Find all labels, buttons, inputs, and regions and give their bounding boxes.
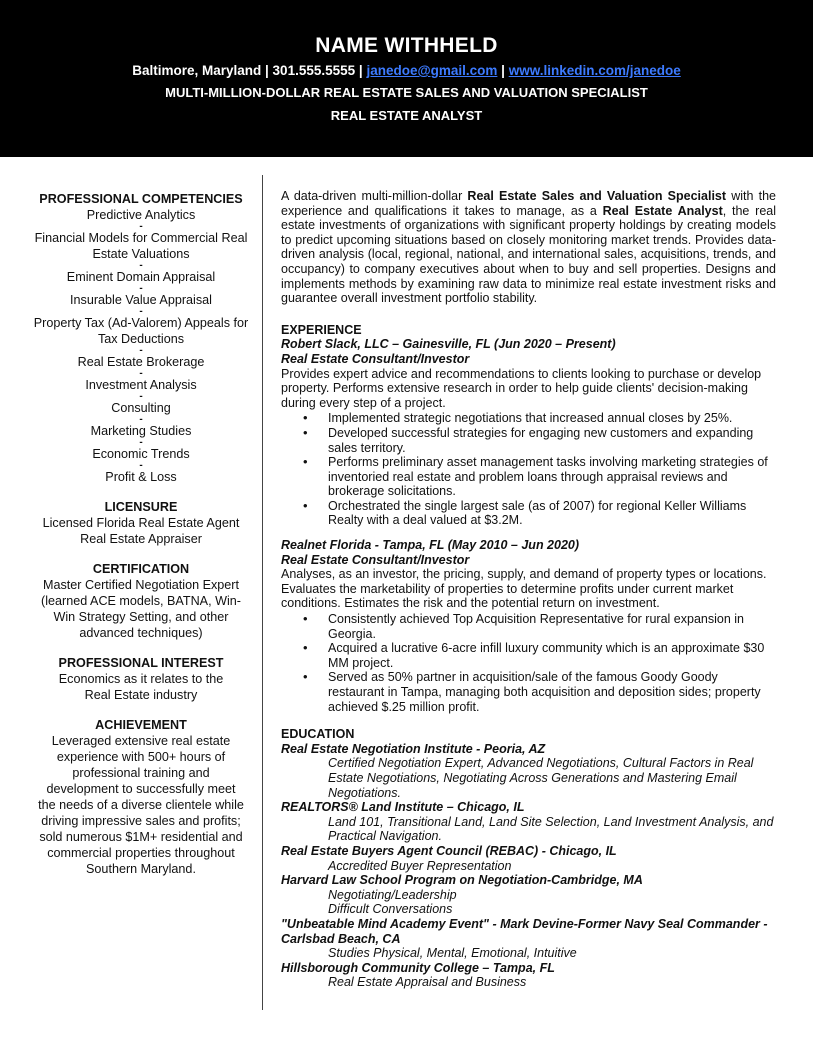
competency-separator: - (139, 260, 143, 271)
achievement-bullet: • Orchestrated the single largest sale (as of 2007) for regional Keller Williams Realty with a deal valued at $3.2M. (281, 499, 776, 528)
education-detail: Negotiating/Leadership (328, 887, 457, 902)
experience-list (281, 337, 776, 714)
sidebar (30, 191, 252, 877)
education-detail: Real Estate Appraisal and Business (328, 975, 527, 990)
education-institution: Harvard Law School Program on Negotiation-Cambridge, MA (281, 873, 643, 888)
licensure-item: Licensed Florida Real Estate Agent (42, 516, 240, 530)
interest-heading: PROFESSIONAL INTEREST (58, 656, 224, 670)
education-institution: Real Estate Negotiation Institute - Peoria, AZ (281, 741, 546, 756)
competency-item: Property Tax (Ad-Valorem) Appeals for Tax Deductions (33, 316, 249, 346)
education-heading: EDUCATION (281, 727, 355, 742)
achievement-bullet: • Acquired a lucrative 6-acre infill luxury community which is an approximate $30 MM project. (281, 641, 776, 670)
experience-heading: EXPERIENCE (281, 322, 362, 337)
job-description: Analyses, as an investor, the pricing, supply, and demand of property types or locations. Evaluates the marketability of properties to determine profits under current market conditions. Estimates the risk and the potential return on investment. (281, 567, 767, 611)
achievement-text: Leveraged extensive real estate experience with 500+ hours of professional training and development to successfully meet the needs of a diverse clientele while driving impressive sales and profits; sold numerous $1M+ residential and commercial properties throughout Southern Maryland. (38, 734, 244, 876)
contact-separator: | (501, 63, 505, 78)
competency-separator: - (139, 437, 143, 448)
job-role: Real Estate Consultant/Investor (281, 351, 470, 366)
job-role: Real Estate Consultant/Investor (281, 552, 470, 567)
education-institution: REALTORS® Land Institute – Chicago, IL (281, 800, 525, 815)
competency-separator: - (139, 306, 143, 317)
headline-tagline: MULTI-MILLION-DOLLAR REAL ESTATE SALES AND VALUATION SPECIALIST (165, 85, 648, 100)
achievement-bullet: • Consistently achieved Top Acquisition Representative for rural expansion in Georgia. (281, 612, 776, 641)
competency-item: Consulting (111, 401, 171, 415)
competency-separator: - (139, 283, 143, 294)
competency-item: Real Estate Brokerage (77, 355, 205, 369)
education-detail: Certified Negotiation Expert, Advanced Negotiations, Cultural Factors in Real Estate Negotiations, Negotiating Across Generations and Mastering Email Negotiations. (328, 756, 754, 800)
education-institution: Real Estate Buyers Agent Council (REBAC) - Chicago, IL (281, 843, 617, 858)
contact-line (0, 63, 813, 78)
email-link[interactable]: janedoe@gmail.com (366, 63, 498, 78)
competency-separator: - (139, 345, 143, 356)
competency-separator: - (139, 221, 143, 232)
job-company: Realnet Florida - Tampa, FL (May 2010 – Jun 2020) (281, 538, 580, 553)
linkedin-link[interactable]: www.linkedin.com/janedoe (508, 63, 681, 78)
competency-item: Investment Analysis (85, 378, 197, 392)
education-detail: Accredited Buyer Representation (328, 858, 512, 873)
certification-text: Master Certified Negotiation Expert (learned ACE models, BATNA, Win-Win Strategy Setting, and other advanced techniques) (41, 578, 241, 640)
summary-text: , the real estate investments of organizations with significant property holdings by creating models to predict upcoming situations based on closely monitoring market trends. Provides data-driven analysis (local, regional, national, and international sales, acquisitions, trends, and occupancy) to company executives about when to buy and sell properties. Designs and implements methods by examining raw data to minimize real estate investment risks and guarantee overall investment portfolio stability. (281, 203, 777, 306)
education-detail: Studies Physical, Mental, Emotional, Intuitive (328, 946, 577, 961)
competency-separator: - (139, 414, 143, 425)
job-entry (281, 538, 776, 714)
achievement-bullet: • Developed successful strategies for engaging new customers and expanding sales territory. (281, 426, 776, 455)
job-entry (281, 337, 776, 528)
licensure-item: Real Estate Appraiser (80, 532, 202, 546)
achievement-bullet: • Performs preliminary asset management tasks involving marketing strategies of inventoried real estate and problem loans through appraisal reviews and brokerage solicitations. (281, 455, 776, 499)
job-achievements (281, 612, 776, 714)
professional-summary (281, 189, 776, 306)
main-content (281, 189, 776, 990)
competencies-heading: PROFESSIONAL COMPETENCIES (39, 192, 243, 206)
summary-text: A data-driven multi-million-dollar (281, 189, 468, 203)
competency-item: Insurable Value Appraisal (70, 293, 212, 307)
education-detail: Land 101, Transitional Land, Land Site Selection, Land Investment Analysis, and Practical Navigation. (328, 814, 774, 844)
competency-separator: - (139, 368, 143, 379)
candidate-name: NAME WITHHELD (315, 34, 498, 57)
job-achievements (281, 411, 776, 528)
column-divider (262, 175, 263, 1010)
summary-emphasis: Real Estate Sales and Valuation Specialist (467, 189, 727, 203)
competency-separator: - (139, 460, 143, 471)
location-phone: Baltimore, Maryland | 301.555.5555 | (132, 63, 363, 78)
summary-emphasis: Real Estate Analyst (602, 203, 723, 218)
competencies-list (30, 207, 252, 485)
competency-item: Predictive Analytics (86, 208, 196, 222)
achievement-heading: ACHIEVEMENT (95, 718, 187, 732)
certification-heading: CERTIFICATION (92, 562, 190, 576)
competency-separator: - (139, 391, 143, 402)
achievement-bullet: • Implemented strategic negotiations that increased annual closes by 25%. (281, 411, 776, 426)
education-institution: Hillsborough Community College – Tampa, FL (281, 960, 555, 975)
achievement-bullet: • Served as 50% partner in acquisition/sale of the famous Goody Goody restaurant in Tampa, managing both acquisition and deposition sides; property achieved $.25 million profit. (281, 670, 776, 714)
competency-item: Economic Trends (92, 447, 190, 461)
education-institution: "Unbeatable Mind Academy Event" - Mark Devine-Former Navy Seal Commander - Carlsbad Beach, CA (281, 916, 768, 946)
headline-role: REAL ESTATE ANALYST (330, 108, 483, 123)
competency-item: Financial Models for Commercial Real Estate Valuations (34, 231, 248, 261)
resume-header (0, 0, 813, 157)
job-description: Provides expert advice and recommendations to clients looking to purchase or develop property. Performs extensive research in order to help guide clients' decision-making during every step of a project. (281, 366, 762, 410)
competency-item: Marketing Studies (90, 424, 192, 438)
competency-item: Profit & Loss (105, 470, 177, 484)
summary-text: with the experience and qualifications it takes to manage, as a (281, 189, 776, 218)
education-detail: Difficult Conversations (328, 902, 453, 917)
education-list (281, 742, 776, 990)
licensure-heading: LICENSURE (104, 500, 178, 514)
competency-item: Eminent Domain Appraisal (66, 270, 216, 284)
interest-text: Economics as it relates to the Real Estate industry (58, 672, 224, 702)
job-company: Robert Slack, LLC – Gainesville, FL (Jun 2020 – Present) (281, 337, 616, 352)
